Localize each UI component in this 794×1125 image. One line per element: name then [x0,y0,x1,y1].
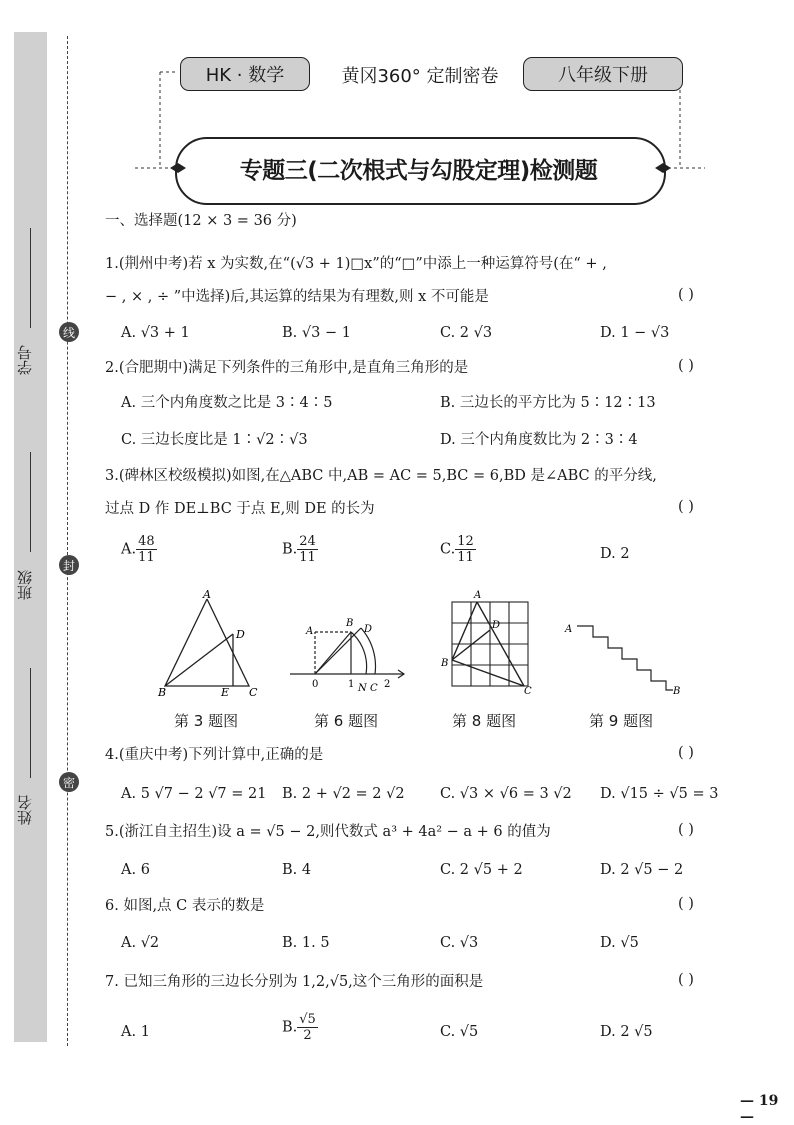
q2-option-b: B. 三边长的平方比为 5∶12∶13 [440,395,656,411]
q4-answer-bracket: ( ) [678,745,694,761]
fig3-label-d: D [236,628,245,641]
student-id-blank [30,228,31,328]
fig9-label-b: B [673,686,681,697]
q6-option-a: A. √2 [121,935,160,951]
q2-option-a: A. 三个内角度数之比是 3∶4∶5 [121,395,333,411]
q6-line1: 6. 如图,点 C 表示的数是 [105,898,265,914]
q3-line1: 3.(碑林区校级模拟)如图,在△ABC 中,AB = AC = 5,BC = 6,BD 是∠ABC 的平分线, [105,468,657,484]
fig3-label-e: E [221,686,230,699]
class-label: 班级 [16,570,34,600]
q2-option-d: D. 三个内角度数比为 2∶3∶4 [440,432,638,448]
q7-option-c: C. √5 [440,1024,479,1040]
q1-option-b: B. √3 − 1 [282,325,351,341]
q3-option-d: D. 2 [600,546,630,562]
q1-line1: 1.(荆州中考)若 x 为实数,在“(√3 + 1)□x”的“□”中添上一种运算符号(在“ + , [105,256,607,272]
q7-option-a: A. 1 [121,1024,150,1040]
q1-option-a: A. √3 + 1 [121,325,190,341]
caption-figure-3: 第 3 题图 [174,712,239,730]
q3-line2: 过点 D 作 DE⊥BC 于点 E,则 DE 的长为 [105,501,375,517]
fig6-label-two: 2 [384,679,391,690]
fig6-label-zero: 0 [312,679,319,690]
q2-option-c: C. 三边长度比是 1∶√2∶√3 [121,432,308,448]
page-number: — 19 — [740,1093,779,1125]
q5-option-c: C. 2 √5 + 2 [440,862,523,878]
figure-3 [155,588,265,700]
caption-figure-9: 第 9 题图 [589,712,654,730]
name-blank [30,668,31,778]
q4-line1: 4.(重庆中考)下列计算中,正确的是 [105,747,324,763]
q5-answer-bracket: ( ) [678,822,694,838]
fig6-label-one: 1 [348,679,355,690]
name-label: 姓名 [16,795,34,825]
fig3-label-c: C [249,686,258,699]
cut-line [67,36,68,1046]
q7-option-b: B. $\frac{√5}{2}$ [282,1012,316,1043]
grade-badge: 八年级下册 [523,57,683,91]
q5-option-b: B. 4 [282,862,312,878]
q1-line2: − , × , ÷ ”中选择)后,其运算的结果为有理数,则 x 不可能是 [105,289,489,305]
q1-option-c: C. 2 √3 [440,325,493,341]
fig6-label-n: N [358,683,367,694]
q4-option-d: D. √15 ÷ √5 = 3 [600,786,719,802]
q6-option-b: B. 1. 5 [282,935,330,951]
subject-badge: HK · 数学 [180,57,310,91]
fig3-label-a: A [203,588,211,601]
q2-answer-bracket: ( ) [678,358,694,374]
caption-figure-6: 第 6 题图 [314,712,379,730]
q5-option-a: A. 6 [121,862,150,878]
q3-option-c: C. $\frac{12}{11}$ [440,534,474,565]
fig8-label-b: B [441,658,449,669]
q5-option-d: D. 2 √5 − 2 [600,862,684,878]
fig9-label-a: A [565,624,573,635]
q7-option-d: D. 2 √5 [600,1024,653,1040]
seal-secret-mark: 密 [59,772,79,792]
fig6-label-c: C [370,683,378,694]
fig3-label-b: B [158,686,167,699]
series-name: 黄冈360° 定制密卷 [341,66,499,87]
q6-option-d: D. √5 [600,935,639,951]
fig6-label-d: D [364,624,373,635]
fig8-label-d: D [492,620,501,631]
page-title: 专题三(二次根式与勾股定理)检测题 [239,158,598,184]
q7-line1: 7. 已知三角形的三边长分别为 1,2,√5,这个三角形的面积是 [105,974,484,990]
q1-option-d: D. 1 − √3 [600,325,670,341]
q4-option-b: B. 2 + √2 = 2 √2 [282,786,405,802]
q4-option-c: C. √3 × √6 = 3 √2 [440,786,572,802]
fig8-label-c: C [524,686,532,697]
q3-option-a: A. $\frac{48}{11}$ [121,534,155,565]
q3-answer-bracket: ( ) [678,499,694,515]
class-blank [30,452,31,552]
fig6-label-a: A [306,626,314,637]
figure-8 [440,588,540,700]
q6-option-c: C. √3 [440,935,479,951]
fig8-label-a: A [474,590,482,601]
q1-answer-bracket: ( ) [678,287,694,303]
q6-answer-bracket: ( ) [678,896,694,912]
seal-line-mark: 线 [59,322,79,342]
figure-9 [563,614,688,704]
q5-line1: 5.(浙江自主招生)设 a = √5 − 2,则代数式 a³ + 4a² − a + 6 的值为 [105,824,551,840]
fig6-label-b: B [346,618,354,629]
section-heading: 一、选择题(12 × 3 = 36 分) [105,213,297,229]
caption-figure-8: 第 8 题图 [452,712,517,730]
q4-option-a: A. 5 √7 − 2 √7 = 21 [121,786,267,802]
student-id-label: 学号 [16,345,34,375]
q2-line1: 2.(合肥期中)满足下列条件的三角形中,是直角三角形的是 [105,360,469,376]
figure-6 [288,610,413,700]
seal-seal-mark: 封 [59,555,79,575]
q3-option-b: B. $\frac{24}{11}$ [282,534,316,565]
q7-answer-bracket: ( ) [678,972,694,988]
